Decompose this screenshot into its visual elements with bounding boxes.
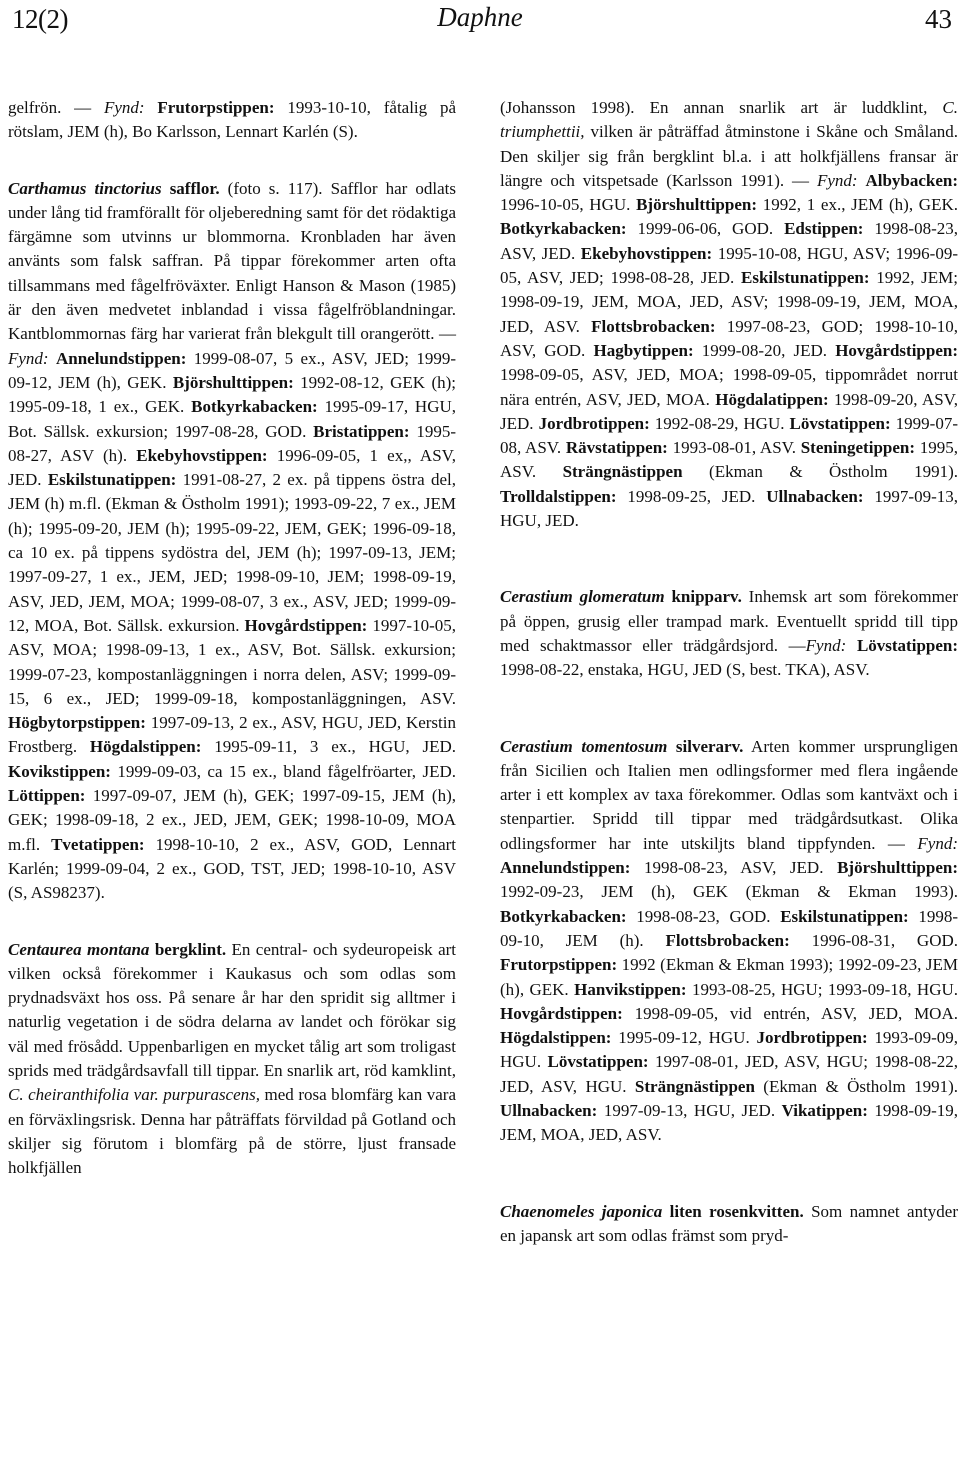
body-text: 1998-09-20, ASV, JED. bbox=[500, 389, 958, 433]
body-text: 1999-09-03, ca 15 ex., bland fågelfröarter, JED. bbox=[110, 761, 456, 781]
locality-name: knipparv. bbox=[671, 587, 742, 607]
italic-text: Fynd: bbox=[8, 348, 49, 368]
body-text: (Ekman & Östholm 1991). bbox=[754, 1076, 958, 1096]
locality-name: Bristatippen: bbox=[313, 421, 410, 441]
body-text: 1998-08-23, GOD. bbox=[626, 906, 781, 926]
body-text: 1995-09-12, HGU. bbox=[611, 1028, 757, 1048]
paragraph-centaurea-continued bbox=[500, 96, 958, 533]
italic-text: Fynd: bbox=[103, 98, 145, 117]
body-text: 1997-08-23, GOD; 1998-10-10, ASV, GOD. bbox=[500, 316, 958, 360]
body-text bbox=[662, 1202, 669, 1221]
body-text: 1992-08-12, GEK (h); 1995-09-18, 1 ex., GEK. bbox=[8, 372, 456, 417]
locality-name: Jordbrotippen: bbox=[538, 413, 650, 433]
page-header bbox=[0, 0, 960, 40]
locality-name: Botkyrkabacken: bbox=[500, 219, 627, 239]
locality-name: Albybacken: bbox=[865, 170, 959, 190]
body-text: 1999-07-08, ASV. bbox=[500, 413, 958, 458]
body-text: 1995-09-11, 3 ex., HGU, JED. bbox=[201, 737, 456, 757]
locality-name: Flottsbrobacken: bbox=[665, 930, 790, 950]
locality-name: Jordbrotippen: bbox=[756, 1028, 868, 1048]
locality-name: Eskilstunatippen: bbox=[47, 470, 177, 490]
locality-name: Högdalatippen: bbox=[715, 389, 829, 409]
locality-name: Björshulttippen: bbox=[837, 858, 958, 878]
locality-name: Strängnästippen bbox=[562, 462, 683, 482]
locality-name: Hovgårdstippen: bbox=[244, 615, 368, 635]
body-text: 1995-10-08, HGU, ASV; 1996-09-05, ASV, JED; 1998-08-28, JED. bbox=[500, 243, 958, 288]
body-text: med rosa blomfärg kan vara en förväxlingsrisk. Denna har påträffats förvildad på Gotland och skiljer sig förutom i blomfärg på de större, ljust fransade holkfjällen bbox=[8, 1085, 456, 1178]
body-text: 1998-10-10, 2 ex., ASV, GOD, Lennart Karlén; 1999-09-04, 2 ex., GOD, TST, JED; 1998-10-10, ASV (S, AS98237). bbox=[8, 834, 457, 903]
italic-text: C. triumphettii, bbox=[500, 98, 958, 142]
paragraph-frutorpstippen-fynd bbox=[8, 96, 456, 145]
body-text: Arten kommer ursprungligen från Sicilien och Italien men odlingsformer med flera ingående arter i ett komplex av taxa förekommer. Odlas som kantväxt och i stenpartier. Spridd till tippar med trädgårdsutkast. Olika odlingsformer har inte utskiljts bland tippfynden. — bbox=[500, 736, 959, 853]
body-text: 1998-09-05, ASV, JED, MOA; 1998-09-05, tippområdet norrut nära entrén, ASV, JED, MOA. bbox=[500, 365, 958, 409]
italic-text: Cerastium tomentosum bbox=[500, 736, 668, 756]
paragraph-chaenomeles-japonica bbox=[500, 1200, 958, 1249]
body-text: 1999-06-06, GOD. bbox=[626, 219, 785, 239]
journal-title: Daphne bbox=[437, 2, 523, 32]
body-text: 1991-08-27, 2 ex. på tippens östra del, JEM (h) m.fl. (Ekman & Östholm 1991); 1993-09-22, 7 ex., JEM (h); 1995-09-20, JEM (h); 1995-09-22, JEM, GEK; 1996-09-18, ca 10 ex. på tippens sydöstra del, JEM (h); 1997-09-13, JEM; 1997-09-27, 1 ex., JEM, JED; 1998-09-10, JEM; 1998-09-19, ASV, JED, JEM, MOA; 1999-08-07, 3 ex., ASV, JED; 1999-09-12, MOA, Bot. Sällsk. exkursion. bbox=[8, 470, 456, 635]
body-text: 1996-09-05, 1 ex,, ASV, JED. bbox=[8, 445, 456, 490]
locality-name: Kovikstippen: bbox=[8, 761, 111, 781]
locality-name: bergklint. bbox=[154, 939, 227, 959]
italic-text: C. cheiranthifolia var. purpurascens, bbox=[8, 1085, 261, 1105]
locality-name: Annelundstippen: bbox=[500, 858, 631, 878]
locality-name: Ekebyhovstippen: bbox=[580, 243, 713, 263]
body-text: 1992 (Ekman & Ekman 1993); 1992-09-23, JEM (h), GEK. bbox=[500, 955, 958, 999]
body-text bbox=[846, 636, 857, 655]
locality-name: Högdalstippen: bbox=[500, 1028, 612, 1048]
locality-name: Annelundstippen: bbox=[55, 348, 187, 368]
locality-name: Ullnabacken: bbox=[500, 1100, 598, 1120]
italic-text: Fynd: bbox=[805, 635, 847, 655]
body-text: 1992-08-29, HGU. bbox=[649, 413, 790, 433]
locality-name: Högbytorpstippen: bbox=[8, 713, 146, 733]
italic-text: Cerastium glomeratum bbox=[500, 587, 665, 607]
body-text: 1997-08-01, JED, ASV, HGU; 1998-08-22, JED, ASV, HGU. bbox=[500, 1052, 958, 1096]
body-text: 1996-10-05, HGU. bbox=[500, 195, 637, 215]
body-text: 1993-08-25, HGU; 1993-09-18, HGU. bbox=[686, 979, 959, 999]
page-number: 43 bbox=[925, 4, 952, 34]
body-text: 1998-08-22, enstaka, HGU, JED (S, best. TKA), ASV. bbox=[500, 660, 870, 680]
body-text: En central- och sydeuropeisk art vilken också förekommer i Kaukasus och som odlas som prydnadsväxt hos oss. På senare år har den spridit sig alltmer i naturlig vegetation i de södra delarna av landet och förökar sig väl med frösådd. Uppenbarligen en mycket tålig art som troligast sprids med trädgårdsavfall till tippar. En snarlik art, röd kamklint, bbox=[8, 939, 456, 1080]
locality-name: Frutorpstippen: bbox=[500, 955, 618, 975]
body-text: 1999-08-07, 5 ex., ASV, JED; 1999-09-12, JEM (h), GEK. bbox=[8, 348, 456, 392]
locality-name: Botkyrkabacken: bbox=[500, 906, 627, 926]
locality-name: Strängnästippen bbox=[634, 1076, 755, 1096]
body-text: 1996-08-31, GOD. bbox=[789, 930, 958, 950]
body-text: 1995, ASV. bbox=[500, 438, 958, 482]
paragraph-cerastium-tomentosum bbox=[500, 735, 958, 1148]
body-text: 1992, JEM; 1998-09-19, JEM, MOA, JED, ASV; 1998-09-19, JEM, MOA, JED, ASV. bbox=[500, 268, 958, 336]
locality-name: Vikatippen: bbox=[781, 1100, 868, 1120]
body-text: 1993-09-09, HGU. bbox=[500, 1028, 958, 1072]
body-text: 1993-08-01, ASV. bbox=[667, 438, 801, 458]
paragraph-carthamus-tinctorius bbox=[8, 177, 456, 906]
left-column bbox=[8, 96, 456, 1180]
locality-name: Lövstatippen: bbox=[789, 413, 891, 433]
body-text: 1998-09-10, JEM (h). bbox=[500, 906, 958, 950]
locality-name: Lövstatippen: bbox=[547, 1052, 649, 1072]
right-column bbox=[500, 96, 958, 1248]
body-text: 1997-10-05, ASV, MOA; 1998-09-13, 1 ex., ASV, Bot. Sällsk. exkursion; 1999-07-23, kompostanläggningen i norra delen, ASV; 1999-09-15, 6 ex., JED; 1999-09-18, kompostanläggningen, ASV. bbox=[8, 615, 457, 708]
body-text: 1992, 1 ex., JEM (h), GEK. bbox=[757, 195, 958, 215]
locality-name: Lövstatippen: bbox=[856, 635, 959, 655]
body-text: 1992-09-23, JEM (h), GEK (Ekman & Ekman 1993). bbox=[500, 882, 958, 902]
locality-name: Hovgårdstippen: bbox=[835, 340, 958, 360]
locality-name: Ullnabacken: bbox=[766, 486, 864, 506]
body-text: vilken är påträffad åtminstone i Skåne och Småland. Den skiljer sig från bergklint bl.a. i att holkfjällens fransar är längre och vitspetsade (Karlsson 1991). — bbox=[500, 122, 958, 190]
body-text: (Johansson 1998). En annan snarlik art är luddklint, bbox=[500, 98, 943, 117]
paragraph-centaurea-montana bbox=[8, 938, 456, 1181]
locality-name: Flottsbrobacken: bbox=[591, 316, 716, 336]
italic-text: Chaenomeles japonica bbox=[500, 1201, 663, 1221]
locality-name: Rävstatippen: bbox=[565, 438, 668, 458]
body-text: 1998-08-23, ASV, JED. bbox=[630, 858, 838, 878]
locality-name: silverarv. bbox=[675, 736, 744, 756]
body-text: Som namnet antyder en japansk art som odlas främst som pryd- bbox=[500, 1201, 958, 1245]
locality-name: Botkyrkabacken: bbox=[191, 397, 318, 417]
body-text: 1993-10-10, fåtalig på rötslam, JEM (h), Bo Karlsson, Lennart Karlén (S). bbox=[8, 98, 457, 142]
body-text: Inhemsk art som förekommer på öppen, grusig eller trampad mark. Eventuellt spridd till tipp med schaktmassor eller trädgårdsjord. — bbox=[500, 587, 959, 655]
locality-name: Hagbytippen: bbox=[593, 340, 694, 360]
body-text: (Ekman & Östholm 1991). bbox=[682, 462, 958, 482]
body-text bbox=[49, 349, 56, 368]
body-text: (foto s. 117). Safflor har odlats under lång tid framförallt för oljeberedning samt för det rödaktiga färgämne som utvinns ur blommorna. Kronbladen har även använts som falsk saffran. På tippar förekommer arten ofta tillsammans med fågelfröväxter. Enligt Hanson & Mason (1985) är den även medvetet inblandad i vissa fågelfröblandningar. Kantblommornas färg har varierat från blekgult till orangerött. — bbox=[8, 178, 457, 344]
body-text: gelfrön. — bbox=[8, 98, 104, 117]
locality-name: Steningetippen: bbox=[800, 438, 916, 458]
locality-name: Ekebyhovstippen: bbox=[136, 445, 268, 465]
locality-name: Eskilstunatippen: bbox=[780, 906, 909, 926]
locality-name: safflor. bbox=[169, 178, 220, 198]
italic-text: Carthamus tinctorius bbox=[8, 178, 162, 198]
paragraph-cerastium-glomeratum bbox=[500, 585, 958, 682]
locality-name: Björshulttippen: bbox=[172, 372, 294, 392]
body-text: 1998-09-25, JED. bbox=[616, 486, 767, 506]
body-text: 1995-09-17, HGU, Bot. Sällsk. exkursion; 1997-08-28, GOD. bbox=[8, 397, 456, 441]
body-text bbox=[667, 737, 676, 756]
body-text: 1997-09-07, JEM (h), GEK; 1997-09-15, JEM (h), GEK; 1998-09-18, 2 ex., JED, JEM, GEK; 1998-10-09, MOA m.fl. bbox=[8, 786, 456, 854]
body-text: 1998-08-23, ASV, JED. bbox=[500, 219, 958, 263]
body-text: 1998-09-05, vid entrén, ASV, JED, MOA. bbox=[622, 1003, 958, 1023]
italic-text: Centaurea montana bbox=[8, 939, 150, 959]
body-text bbox=[162, 179, 170, 198]
body-text: 1997-09-13, HGU, JED. bbox=[500, 486, 958, 531]
locality-name: Björshulttippen: bbox=[636, 195, 758, 215]
locality-name: Högdalstippen: bbox=[89, 737, 202, 757]
body-text: 1999-08-20, JED. bbox=[693, 340, 836, 360]
locality-name: Löttippen: bbox=[8, 786, 86, 806]
italic-text: Fynd: bbox=[917, 833, 958, 853]
locality-name: Frutorpstippen: bbox=[157, 98, 275, 117]
locality-name: Hovgårdstippen: bbox=[500, 1003, 623, 1023]
body-text: 1995-08-27, ASV (h). bbox=[8, 421, 456, 465]
locality-name: liten rosenkvitten. bbox=[669, 1201, 804, 1221]
issue-number: 12(2) bbox=[12, 4, 68, 34]
italic-text: Fynd: bbox=[816, 170, 858, 190]
body-text: 1997-09-13, HGU, JED. bbox=[597, 1100, 782, 1120]
body-text: 1998-09-19, JEM, MOA, JED, ASV. bbox=[500, 1100, 958, 1145]
locality-name: Trolldalstippen: bbox=[500, 486, 617, 506]
locality-name: Edstippen: bbox=[784, 219, 864, 239]
locality-name: Hanvikstippen: bbox=[574, 979, 687, 999]
body-text bbox=[145, 98, 158, 117]
locality-name: Tvetatippen: bbox=[51, 834, 145, 854]
locality-name: Eskilstunatippen: bbox=[741, 268, 870, 288]
body-text: 1997-09-13, 2 ex., ASV, HGU, JED, Kerstin Frostberg. bbox=[8, 713, 456, 757]
